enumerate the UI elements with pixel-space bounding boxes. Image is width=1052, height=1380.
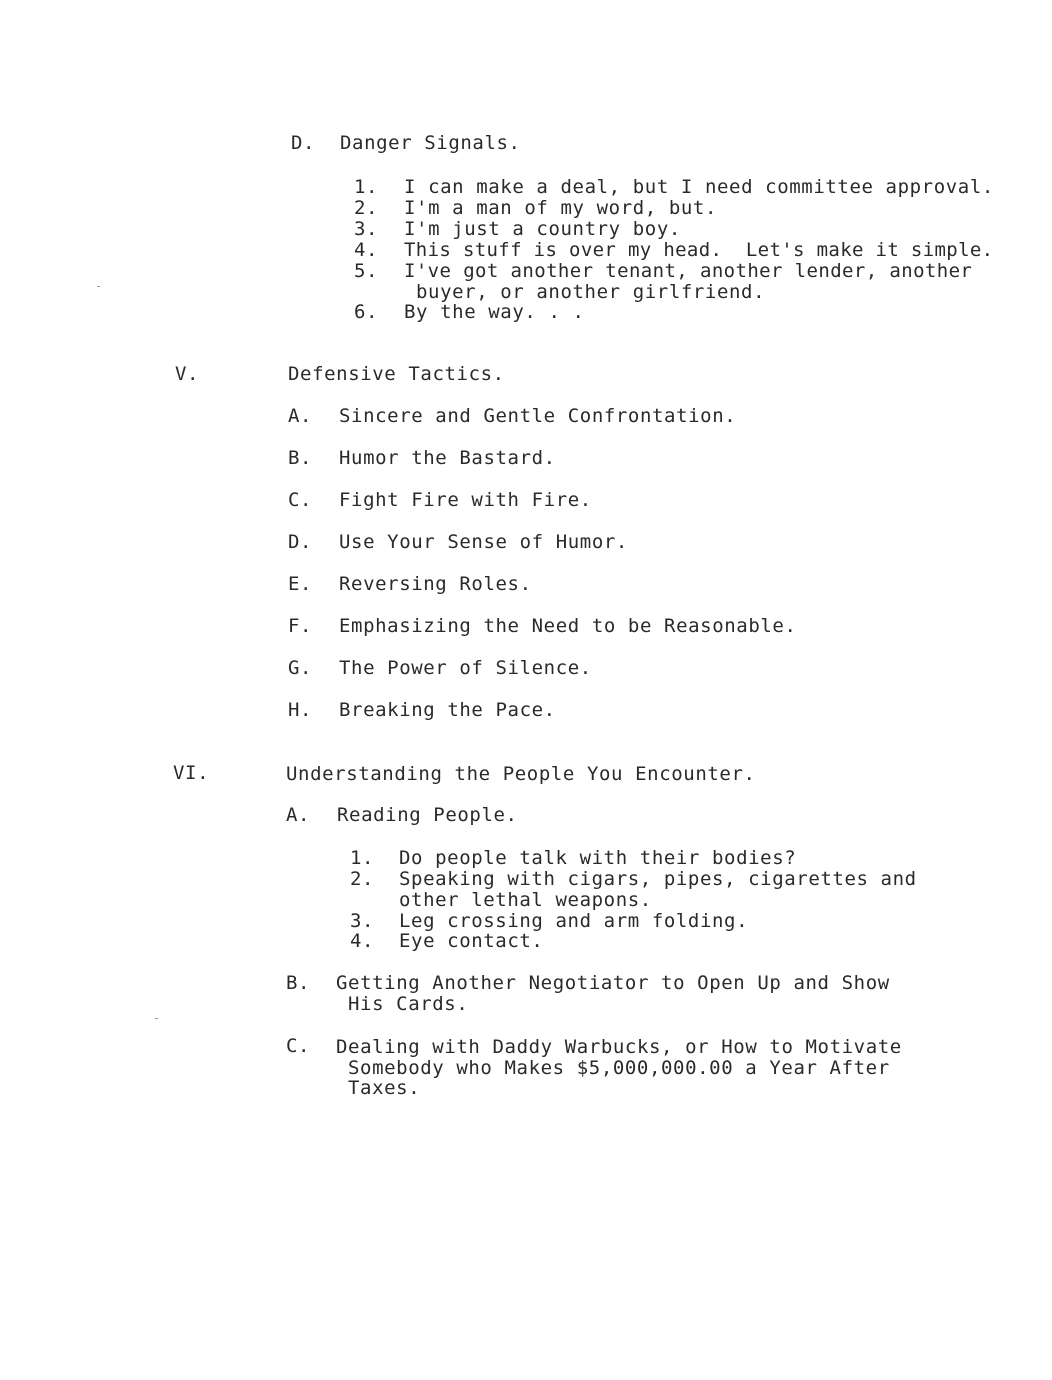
outline-marker: G.	[288, 657, 313, 679]
list-number: 1.	[350, 847, 375, 869]
list-item-text: By the way. . .	[404, 301, 585, 323]
list-item-text: The Power of Silence.	[339, 657, 592, 679]
outline-marker: F.	[288, 615, 313, 637]
list-item-text: Fight Fire with Fire.	[339, 489, 592, 511]
list-number: 5.	[354, 260, 379, 282]
list-number: 3.	[350, 910, 375, 932]
list-item-text: Eye contact.	[399, 930, 544, 952]
list-item-text: Getting Another Negotiator to Open Up and Show	[336, 972, 890, 994]
list-item-text: Breaking the Pace.	[339, 699, 556, 721]
list-number: 4.	[354, 239, 379, 261]
outline-marker: H.	[288, 699, 313, 721]
outline-marker: A.	[286, 804, 311, 826]
list-number: 2.	[354, 197, 379, 219]
list-item-text: Emphasizing the Need to be Reasonable.	[339, 615, 797, 637]
list-item-text: Humor the Bastard.	[339, 447, 556, 469]
list-item-text: Leg crossing and arm folding.	[399, 910, 749, 932]
list-item-text: I'm a man of my word, but.	[404, 197, 718, 219]
list-item-continuation: Somebody who Makes $5,000,000.00 a Year After	[348, 1057, 890, 1079]
outline-marker: B.	[288, 447, 313, 469]
roman-numeral: V.	[175, 363, 200, 385]
list-item-text: Dealing with Daddy Warbucks, or How to Motivate	[336, 1036, 902, 1058]
list-item-continuation: other lethal weapons.	[399, 889, 652, 911]
list-item-text: This stuff is over my head. Let's make it simple.	[404, 239, 994, 261]
list-number: 3.	[354, 218, 379, 240]
section-heading: Defensive Tactics.	[288, 363, 505, 385]
list-number: 4.	[350, 930, 375, 952]
list-item-text: Use Your Sense of Humor.	[339, 531, 628, 553]
list-number: 2.	[350, 868, 375, 890]
list-item-continuation: His Cards.	[348, 993, 469, 1015]
outline-marker: D.	[291, 132, 316, 154]
list-item-text: I can make a deal, but I need committee approval.	[404, 176, 994, 198]
list-item-text: Sincere and Gentle Confrontation.	[339, 405, 737, 427]
outline-marker: E.	[288, 573, 313, 595]
outline-marker: C.	[286, 1035, 311, 1057]
outline-marker: B.	[286, 972, 311, 994]
section-heading: Understanding the People You Encounter.	[286, 763, 756, 785]
outline-marker: C.	[288, 489, 313, 511]
scan-speck	[97, 286, 100, 287]
outline-marker: A.	[288, 405, 313, 427]
list-item-text: I've got another tenant, another lender, another	[404, 260, 973, 282]
roman-numeral: VI.	[173, 762, 210, 784]
list-item-continuation: Taxes.	[348, 1077, 421, 1099]
list-item-text: Reversing Roles.	[339, 573, 532, 595]
list-item-text: I'm just a country boy.	[404, 218, 681, 240]
outline-marker: D.	[288, 531, 313, 553]
list-item-text: Reading People.	[337, 804, 518, 826]
section-heading: Danger Signals.	[340, 132, 521, 154]
scan-speck	[155, 1018, 158, 1019]
list-number: 1.	[354, 176, 379, 198]
list-number: 6.	[354, 301, 379, 323]
list-item-continuation: buyer, or another girlfriend.	[416, 281, 766, 303]
list-item-text: Do people talk with their bodies?	[399, 847, 797, 869]
list-item-text: Speaking with cigars, pipes, cigarettes and	[399, 868, 917, 890]
